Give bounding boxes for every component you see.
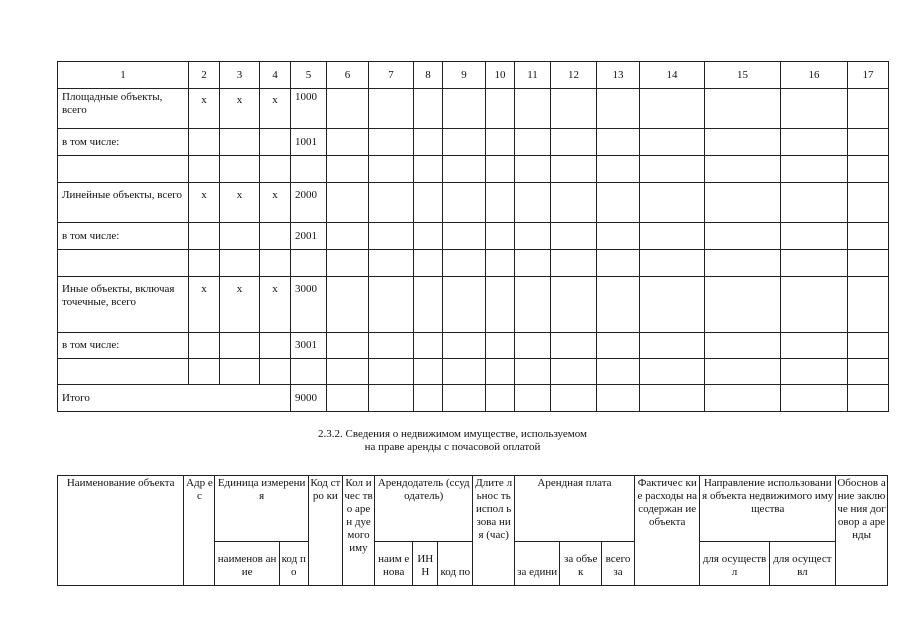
header-lessor: Арендодатель (ссудодатель) <box>375 476 473 542</box>
column-number: 17 <box>848 62 889 89</box>
row-label: в том числе: <box>58 333 189 359</box>
column-number: 15 <box>705 62 781 89</box>
table-row <box>58 359 889 385</box>
header-lessor-code: код по <box>438 542 473 586</box>
header-rent-object: за объек <box>560 542 601 586</box>
table-row <box>58 156 889 183</box>
header-object-name: Наименование объекта <box>58 476 184 586</box>
column-number: 3 <box>220 62 260 89</box>
property-summary-table <box>57 61 889 412</box>
row-code: 2001 <box>291 223 327 250</box>
header-quantity: Кол ичес тво арен дуе мого иму <box>342 476 374 586</box>
header-lessor-name: наим енова <box>375 542 413 586</box>
column-number: 4 <box>260 62 291 89</box>
row-code: 3000 <box>291 277 327 333</box>
cell: х <box>260 89 291 129</box>
column-number: 9 <box>443 62 486 89</box>
row-label: Площадные объекты, всего <box>58 89 189 129</box>
table-row <box>58 89 889 129</box>
row-code: 1000 <box>291 89 327 129</box>
header-lessor-inn: ИН Н <box>413 542 438 586</box>
cell: х <box>260 183 291 223</box>
row-code: 2000 <box>291 183 327 223</box>
table-header-row <box>58 62 889 89</box>
column-number: 1 <box>58 62 189 89</box>
cell: х <box>220 183 260 223</box>
header-expenses: Фактичес кие расходы на содержан ие объекта <box>635 476 700 586</box>
header-basis: Обоснов ание заключе ния договор а аренды <box>836 476 888 586</box>
row-code: 9000 <box>291 385 327 412</box>
header-direction-2: для осуществл <box>769 542 835 586</box>
cell: х <box>220 89 260 129</box>
header-address: Адр ес <box>184 476 215 586</box>
row-label: Линейные объекты, всего <box>58 183 189 223</box>
row-label: в том числе: <box>58 129 189 156</box>
table-row <box>58 277 889 333</box>
header-rent-unit: за едини <box>514 542 560 586</box>
column-number: 8 <box>414 62 443 89</box>
table-row <box>58 223 889 250</box>
row-code: 3001 <box>291 333 327 359</box>
row-label: Иные объекты, включая точечные, всего <box>58 277 189 333</box>
header-unit-code: код по <box>279 542 308 586</box>
cell: х <box>189 277 220 333</box>
header-row-code: Код стро ки <box>308 476 342 586</box>
table-header-row <box>58 476 888 542</box>
header-duration: Длите льнос ть испол ьзова ния (час) <box>473 476 514 586</box>
section-title-line: 2.3.2. Сведения о недвижимом имуществе, используемом <box>317 428 588 440</box>
column-number: 5 <box>291 62 327 89</box>
header-direction-1: для осуществл <box>700 542 769 586</box>
column-number: 16 <box>781 62 848 89</box>
header-direction: Направление использования объекта недвижимого имущества <box>700 476 836 542</box>
section-title-line: на праве аренды с почасовой оплатой <box>364 441 541 453</box>
section-title <box>0 428 905 454</box>
column-number: 7 <box>369 62 414 89</box>
row-label: в том числе: <box>58 223 189 250</box>
header-rent: Арендная плата <box>514 476 634 542</box>
column-number: 14 <box>640 62 705 89</box>
table-row <box>58 129 889 156</box>
column-number: 6 <box>327 62 369 89</box>
cell: х <box>220 277 260 333</box>
total-row <box>58 385 889 412</box>
cell: х <box>189 89 220 129</box>
column-number: 13 <box>597 62 640 89</box>
column-number: 2 <box>189 62 220 89</box>
header-unit-name: наименов ание <box>215 542 279 586</box>
cell: х <box>260 277 291 333</box>
column-number: 12 <box>551 62 597 89</box>
table-row <box>58 183 889 223</box>
column-number: 10 <box>486 62 515 89</box>
header-rent-total: всего за <box>601 542 634 586</box>
total-label: Итого <box>58 385 291 412</box>
header-unit: Единица измерения <box>215 476 308 542</box>
row-code: 1001 <box>291 129 327 156</box>
hourly-rent-table <box>57 475 888 586</box>
column-number: 11 <box>515 62 551 89</box>
table-row <box>58 250 889 277</box>
table-row <box>58 333 889 359</box>
cell: х <box>189 183 220 223</box>
